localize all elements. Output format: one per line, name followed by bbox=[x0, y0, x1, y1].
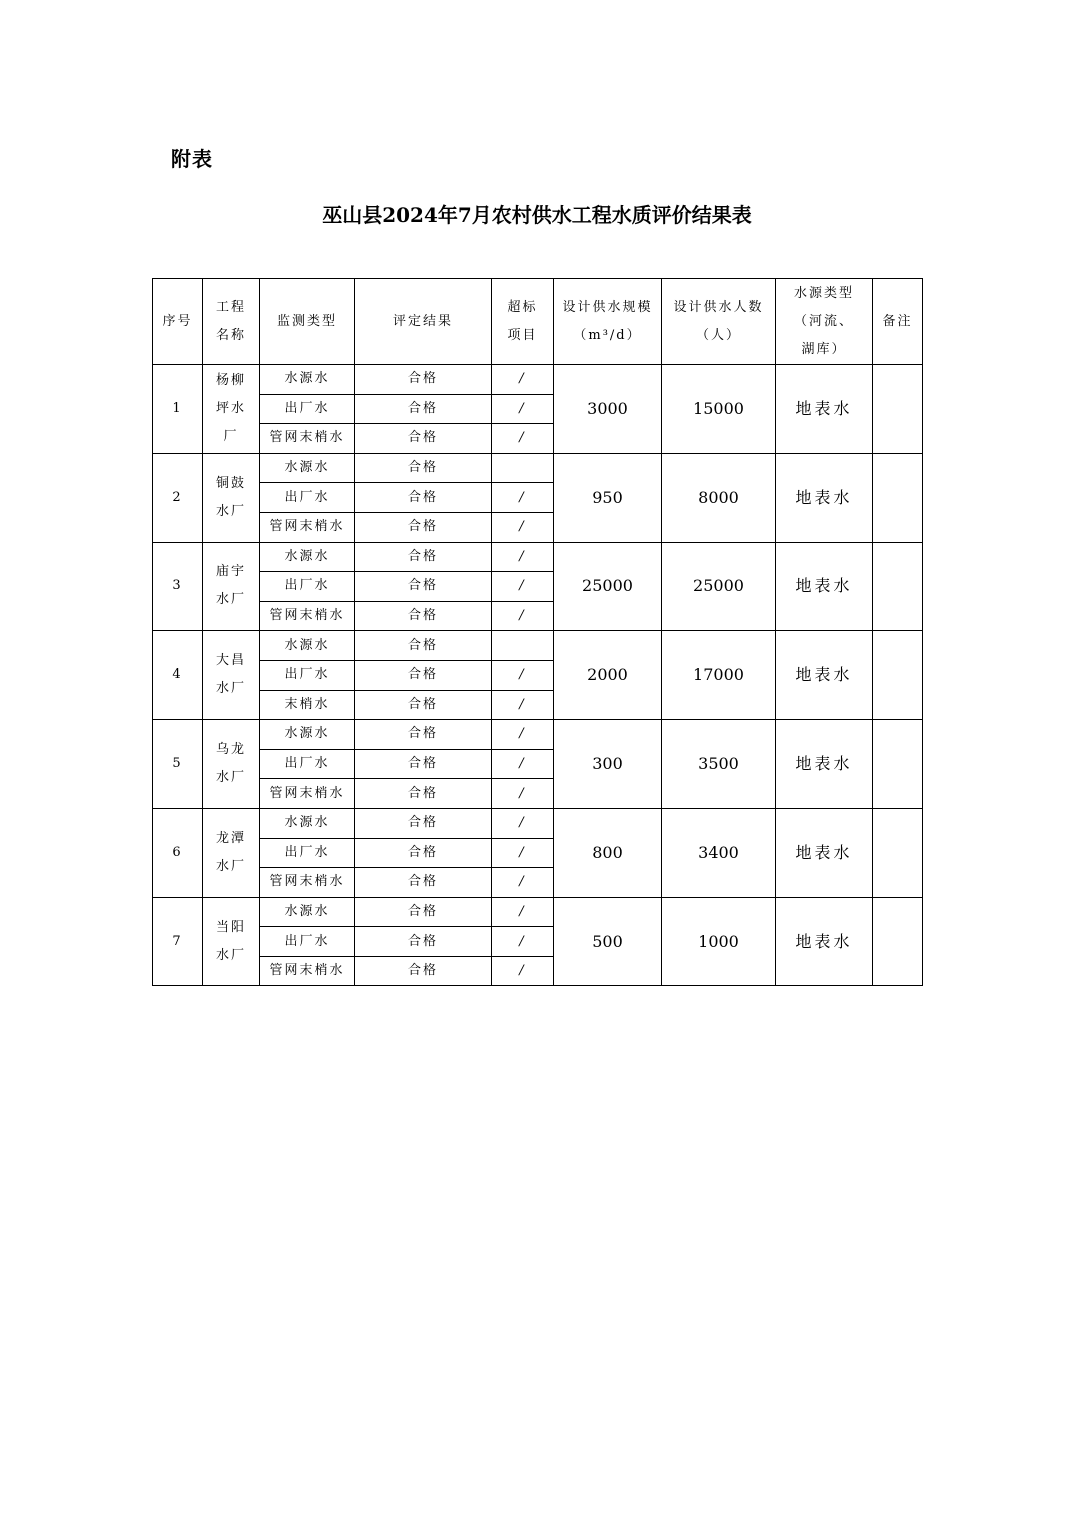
design-population-cell: 25000 bbox=[662, 542, 776, 631]
project-name bbox=[203, 808, 260, 897]
monitor-type-cell: 管网末梢水 bbox=[260, 956, 355, 986]
project-seq: 7 bbox=[153, 897, 203, 986]
source-type-cell: 地表水 bbox=[776, 720, 873, 809]
exceed-cell: / bbox=[492, 572, 554, 602]
project-name-text: 大昌水厂 bbox=[216, 653, 247, 697]
project-name-text: 杨柳坪水厂 bbox=[216, 372, 247, 444]
design-population-cell: 17000 bbox=[662, 631, 776, 720]
source-type-cell: 地表水 bbox=[776, 631, 873, 720]
design-population-cell: 8000 bbox=[662, 453, 776, 542]
monitor-type-cell: 管网末梢水 bbox=[260, 868, 355, 898]
result-cell: 合格 bbox=[355, 838, 492, 868]
design-population-cell: 3400 bbox=[662, 808, 776, 897]
result-cell: 合格 bbox=[355, 927, 492, 957]
remark-cell bbox=[873, 453, 923, 542]
table-row bbox=[153, 365, 923, 395]
header-remark: 备注 bbox=[873, 279, 923, 365]
design-population-cell: 3500 bbox=[662, 720, 776, 809]
project-name bbox=[203, 720, 260, 809]
monitor-type-cell: 管网末梢水 bbox=[260, 424, 355, 454]
project-name bbox=[203, 631, 260, 720]
design-scale-cell: 3000 bbox=[554, 365, 662, 454]
design-population-cell: 1000 bbox=[662, 897, 776, 986]
project-name-text: 铜鼓水厂 bbox=[216, 475, 247, 519]
exceed-cell: / bbox=[492, 720, 554, 750]
result-cell: 合格 bbox=[355, 690, 492, 720]
monitor-type-cell: 水源水 bbox=[260, 453, 355, 483]
result-cell: 合格 bbox=[355, 424, 492, 454]
exceed-cell: / bbox=[492, 956, 554, 986]
page-title: 巫山县2024年7月农村供水工程水质评价结果表 bbox=[322, 203, 752, 227]
monitor-type-cell: 出厂水 bbox=[260, 394, 355, 424]
exceed-cell: / bbox=[492, 838, 554, 868]
exceed-cell bbox=[492, 453, 554, 483]
result-cell: 合格 bbox=[355, 779, 492, 809]
result-cell: 合格 bbox=[355, 720, 492, 750]
header-exceed: 超标项目 bbox=[492, 279, 554, 365]
table-row bbox=[153, 720, 923, 750]
table-row bbox=[153, 897, 923, 927]
monitor-type-cell: 出厂水 bbox=[260, 660, 355, 690]
project-seq: 3 bbox=[153, 542, 203, 631]
header-seq: 序号 bbox=[153, 279, 203, 365]
exceed-cell: / bbox=[492, 394, 554, 424]
source-type-cell: 地表水 bbox=[776, 897, 873, 986]
source-type-cell: 地表水 bbox=[776, 365, 873, 454]
table-row bbox=[153, 542, 923, 572]
remark-cell bbox=[873, 808, 923, 897]
design-scale-cell: 2000 bbox=[554, 631, 662, 720]
result-cell: 合格 bbox=[355, 956, 492, 986]
project-name-text: 当阳水厂 bbox=[216, 919, 247, 963]
exceed-cell: / bbox=[492, 660, 554, 690]
source-type-cell: 地表水 bbox=[776, 808, 873, 897]
monitor-type-cell: 出厂水 bbox=[260, 749, 355, 779]
source-type-cell: 地表水 bbox=[776, 453, 873, 542]
project-name-text: 龙潭水厂 bbox=[216, 830, 247, 874]
appendix-label: 附表 bbox=[171, 147, 213, 171]
exceed-cell: / bbox=[492, 512, 554, 542]
exceed-cell: / bbox=[492, 542, 554, 572]
project-seq: 4 bbox=[153, 631, 203, 720]
design-scale-cell: 25000 bbox=[554, 542, 662, 631]
monitor-type-cell: 出厂水 bbox=[260, 838, 355, 868]
project-name bbox=[203, 365, 260, 454]
result-cell: 合格 bbox=[355, 394, 492, 424]
exceed-cell: / bbox=[492, 808, 554, 838]
monitor-type-cell: 水源水 bbox=[260, 808, 355, 838]
result-cell: 合格 bbox=[355, 749, 492, 779]
source-type-cell: 地表水 bbox=[776, 542, 873, 631]
result-cell: 合格 bbox=[355, 631, 492, 661]
design-scale-cell: 300 bbox=[554, 720, 662, 809]
monitor-type-cell: 水源水 bbox=[260, 631, 355, 661]
design-scale-cell: 950 bbox=[554, 453, 662, 542]
monitor-type-cell: 出厂水 bbox=[260, 927, 355, 957]
project-seq: 6 bbox=[153, 808, 203, 897]
result-cell: 合格 bbox=[355, 512, 492, 542]
result-cell: 合格 bbox=[355, 601, 492, 631]
result-cell: 合格 bbox=[355, 868, 492, 898]
monitor-type-cell: 管网末梢水 bbox=[260, 601, 355, 631]
header-scale: 设计供水规模（m³/d） bbox=[554, 279, 662, 365]
result-cell: 合格 bbox=[355, 660, 492, 690]
project-seq: 2 bbox=[153, 453, 203, 542]
project-name bbox=[203, 542, 260, 631]
project-seq: 5 bbox=[153, 720, 203, 809]
design-scale-cell: 500 bbox=[554, 897, 662, 986]
exceed-cell: / bbox=[492, 365, 554, 395]
exceed-cell: / bbox=[492, 868, 554, 898]
header-name: 工程名称 bbox=[203, 279, 260, 365]
exceed-cell: / bbox=[492, 779, 554, 809]
design-scale-cell: 800 bbox=[554, 808, 662, 897]
exceed-cell: / bbox=[492, 690, 554, 720]
project-name-text: 庙宇水厂 bbox=[216, 564, 247, 608]
remark-cell bbox=[873, 720, 923, 809]
exceed-cell: / bbox=[492, 749, 554, 779]
result-cell: 合格 bbox=[355, 365, 492, 395]
exceed-cell: / bbox=[492, 424, 554, 454]
monitor-type-cell: 水源水 bbox=[260, 542, 355, 572]
header-row bbox=[153, 279, 923, 365]
table-row bbox=[153, 808, 923, 838]
remark-cell bbox=[873, 542, 923, 631]
result-cell: 合格 bbox=[355, 808, 492, 838]
result-cell: 合格 bbox=[355, 483, 492, 513]
exceed-cell bbox=[492, 631, 554, 661]
exceed-cell: / bbox=[492, 897, 554, 927]
remark-cell bbox=[873, 365, 923, 454]
exceed-cell: / bbox=[492, 927, 554, 957]
table-row bbox=[153, 631, 923, 661]
header-monitor-type: 监测类型 bbox=[260, 279, 355, 365]
table-row bbox=[153, 453, 923, 483]
project-name bbox=[203, 897, 260, 986]
project-name-text: 乌龙水厂 bbox=[216, 742, 247, 786]
monitor-type-cell: 水源水 bbox=[260, 365, 355, 395]
header-source-type: 水源类型（河流、湖库） bbox=[776, 279, 873, 365]
design-population-cell: 15000 bbox=[662, 365, 776, 454]
monitor-type-cell: 水源水 bbox=[260, 720, 355, 750]
exceed-cell: / bbox=[492, 601, 554, 631]
monitor-type-cell: 末梢水 bbox=[260, 690, 355, 720]
result-cell: 合格 bbox=[355, 897, 492, 927]
exceed-cell: / bbox=[492, 483, 554, 513]
remark-cell bbox=[873, 631, 923, 720]
header-result: 评定结果 bbox=[355, 279, 492, 365]
monitor-type-cell: 出厂水 bbox=[260, 572, 355, 602]
result-cell: 合格 bbox=[355, 542, 492, 572]
monitor-type-cell: 出厂水 bbox=[260, 483, 355, 513]
project-seq: 1 bbox=[153, 365, 203, 454]
header-population: 设计供水人数（人） bbox=[662, 279, 776, 365]
remark-cell bbox=[873, 897, 923, 986]
monitor-type-cell: 管网末梢水 bbox=[260, 779, 355, 809]
monitor-type-cell: 水源水 bbox=[260, 897, 355, 927]
result-cell: 合格 bbox=[355, 572, 492, 602]
result-cell: 合格 bbox=[355, 453, 492, 483]
water-quality-table bbox=[152, 278, 923, 986]
table-body bbox=[153, 279, 923, 986]
project-name bbox=[203, 453, 260, 542]
monitor-type-cell: 管网末梢水 bbox=[260, 512, 355, 542]
